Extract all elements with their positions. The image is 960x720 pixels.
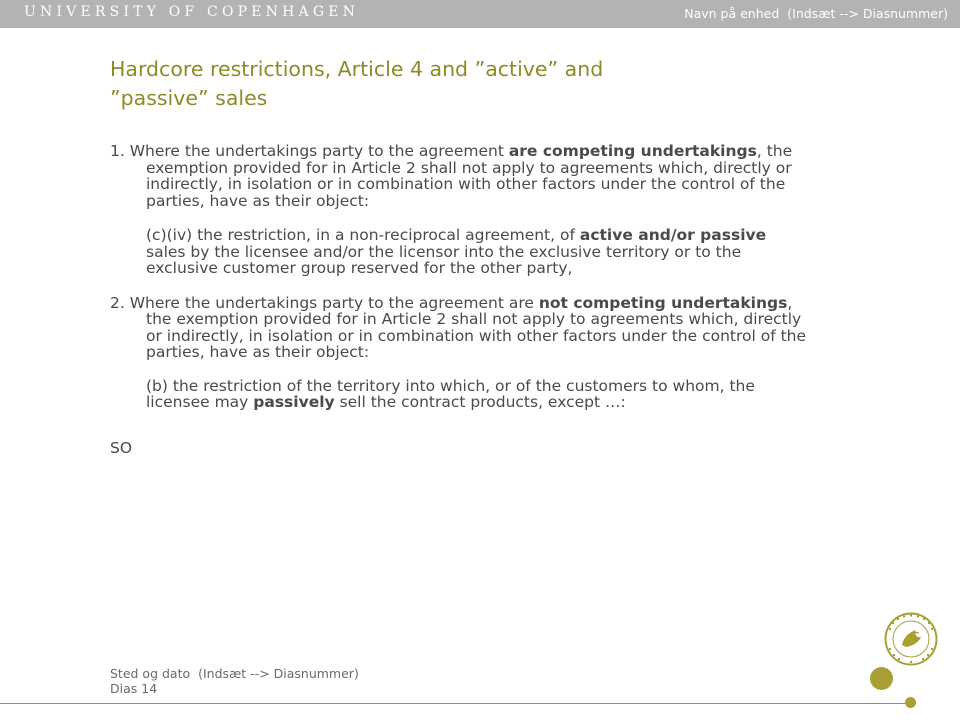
paragraph-2-subitem [146,378,810,411]
paragraph-1-subitem-bold: active and/or passive [579,226,767,244]
title-line-2: ”passive” sales [110,86,268,110]
footer-divider [0,703,910,704]
header-slide-number-hint: (Indsæt --> Diasnummer) [787,6,948,21]
university-name: UNIVERSITY OF COPENHAGEN [24,4,360,20]
paragraph-1-text-c: , the exemption provided for in Article 2 shall not apply to agreements which, directly or indirectly, in isolation or in combination with other factors under the control of the parties, have as their object: [146,142,793,210]
paragraph-2-bold: not competing undertakings [538,293,788,312]
paragraph-1-subitem-text-a: (c)(iv) the restriction, in a non-reciprocal agreement, of [146,226,580,244]
footer [110,666,359,696]
decorative-dot-icon [870,667,893,690]
paragraph-2-subitem-text-a: (b) the restriction of the territory into which, or of the customers to whom, the licensee may [146,376,755,411]
footer-place-date-text: Sted og dato [110,666,191,681]
slide-body [110,143,810,456]
paragraph-2-subitem-text-c: sell the contract products, except …: [334,393,626,411]
paragraph-2-text-c: , the exemption provided for in Article 2 shall not apply to agreements which, directly or indirectly, in isolation or in combination with other factors under the control of the parties, have as their object: [146,293,807,361]
unit-name [684,6,948,21]
unit-name-text: Navn på enhed [684,6,780,21]
paragraph-1-text-a: 1. Where the undertakings party to the agreement [110,142,509,160]
paragraph-2-subitem-bold: passively [253,393,335,411]
paragraph-1-subitem [146,227,810,277]
paragraph-2-text-a: 2. Where the undertakings party to the agreement are [110,293,539,312]
footer-slide-label: Dias 14 [110,681,158,696]
slide-title [110,55,750,113]
header-bar [0,0,960,28]
footer-place-date [110,666,359,681]
so-text: SO [110,438,133,457]
paragraph-1-bold: are competing undertakings [508,142,757,160]
footer-slide-number-hint: (Indsæt --> Diasnummer) [198,666,359,681]
decorative-dot-icon [905,697,916,708]
paragraph-2 [110,295,810,361]
paragraph-1 [110,143,810,209]
title-line-1: Hardcore restrictions, Article 4 and ”active” and [110,57,604,81]
university-seal-icon [884,612,938,666]
paragraph-1-subitem-text-c: sales by the licensee and/or the licensor into the exclusive territory or to the exclusive customer group reserved for the other party, [146,242,742,277]
